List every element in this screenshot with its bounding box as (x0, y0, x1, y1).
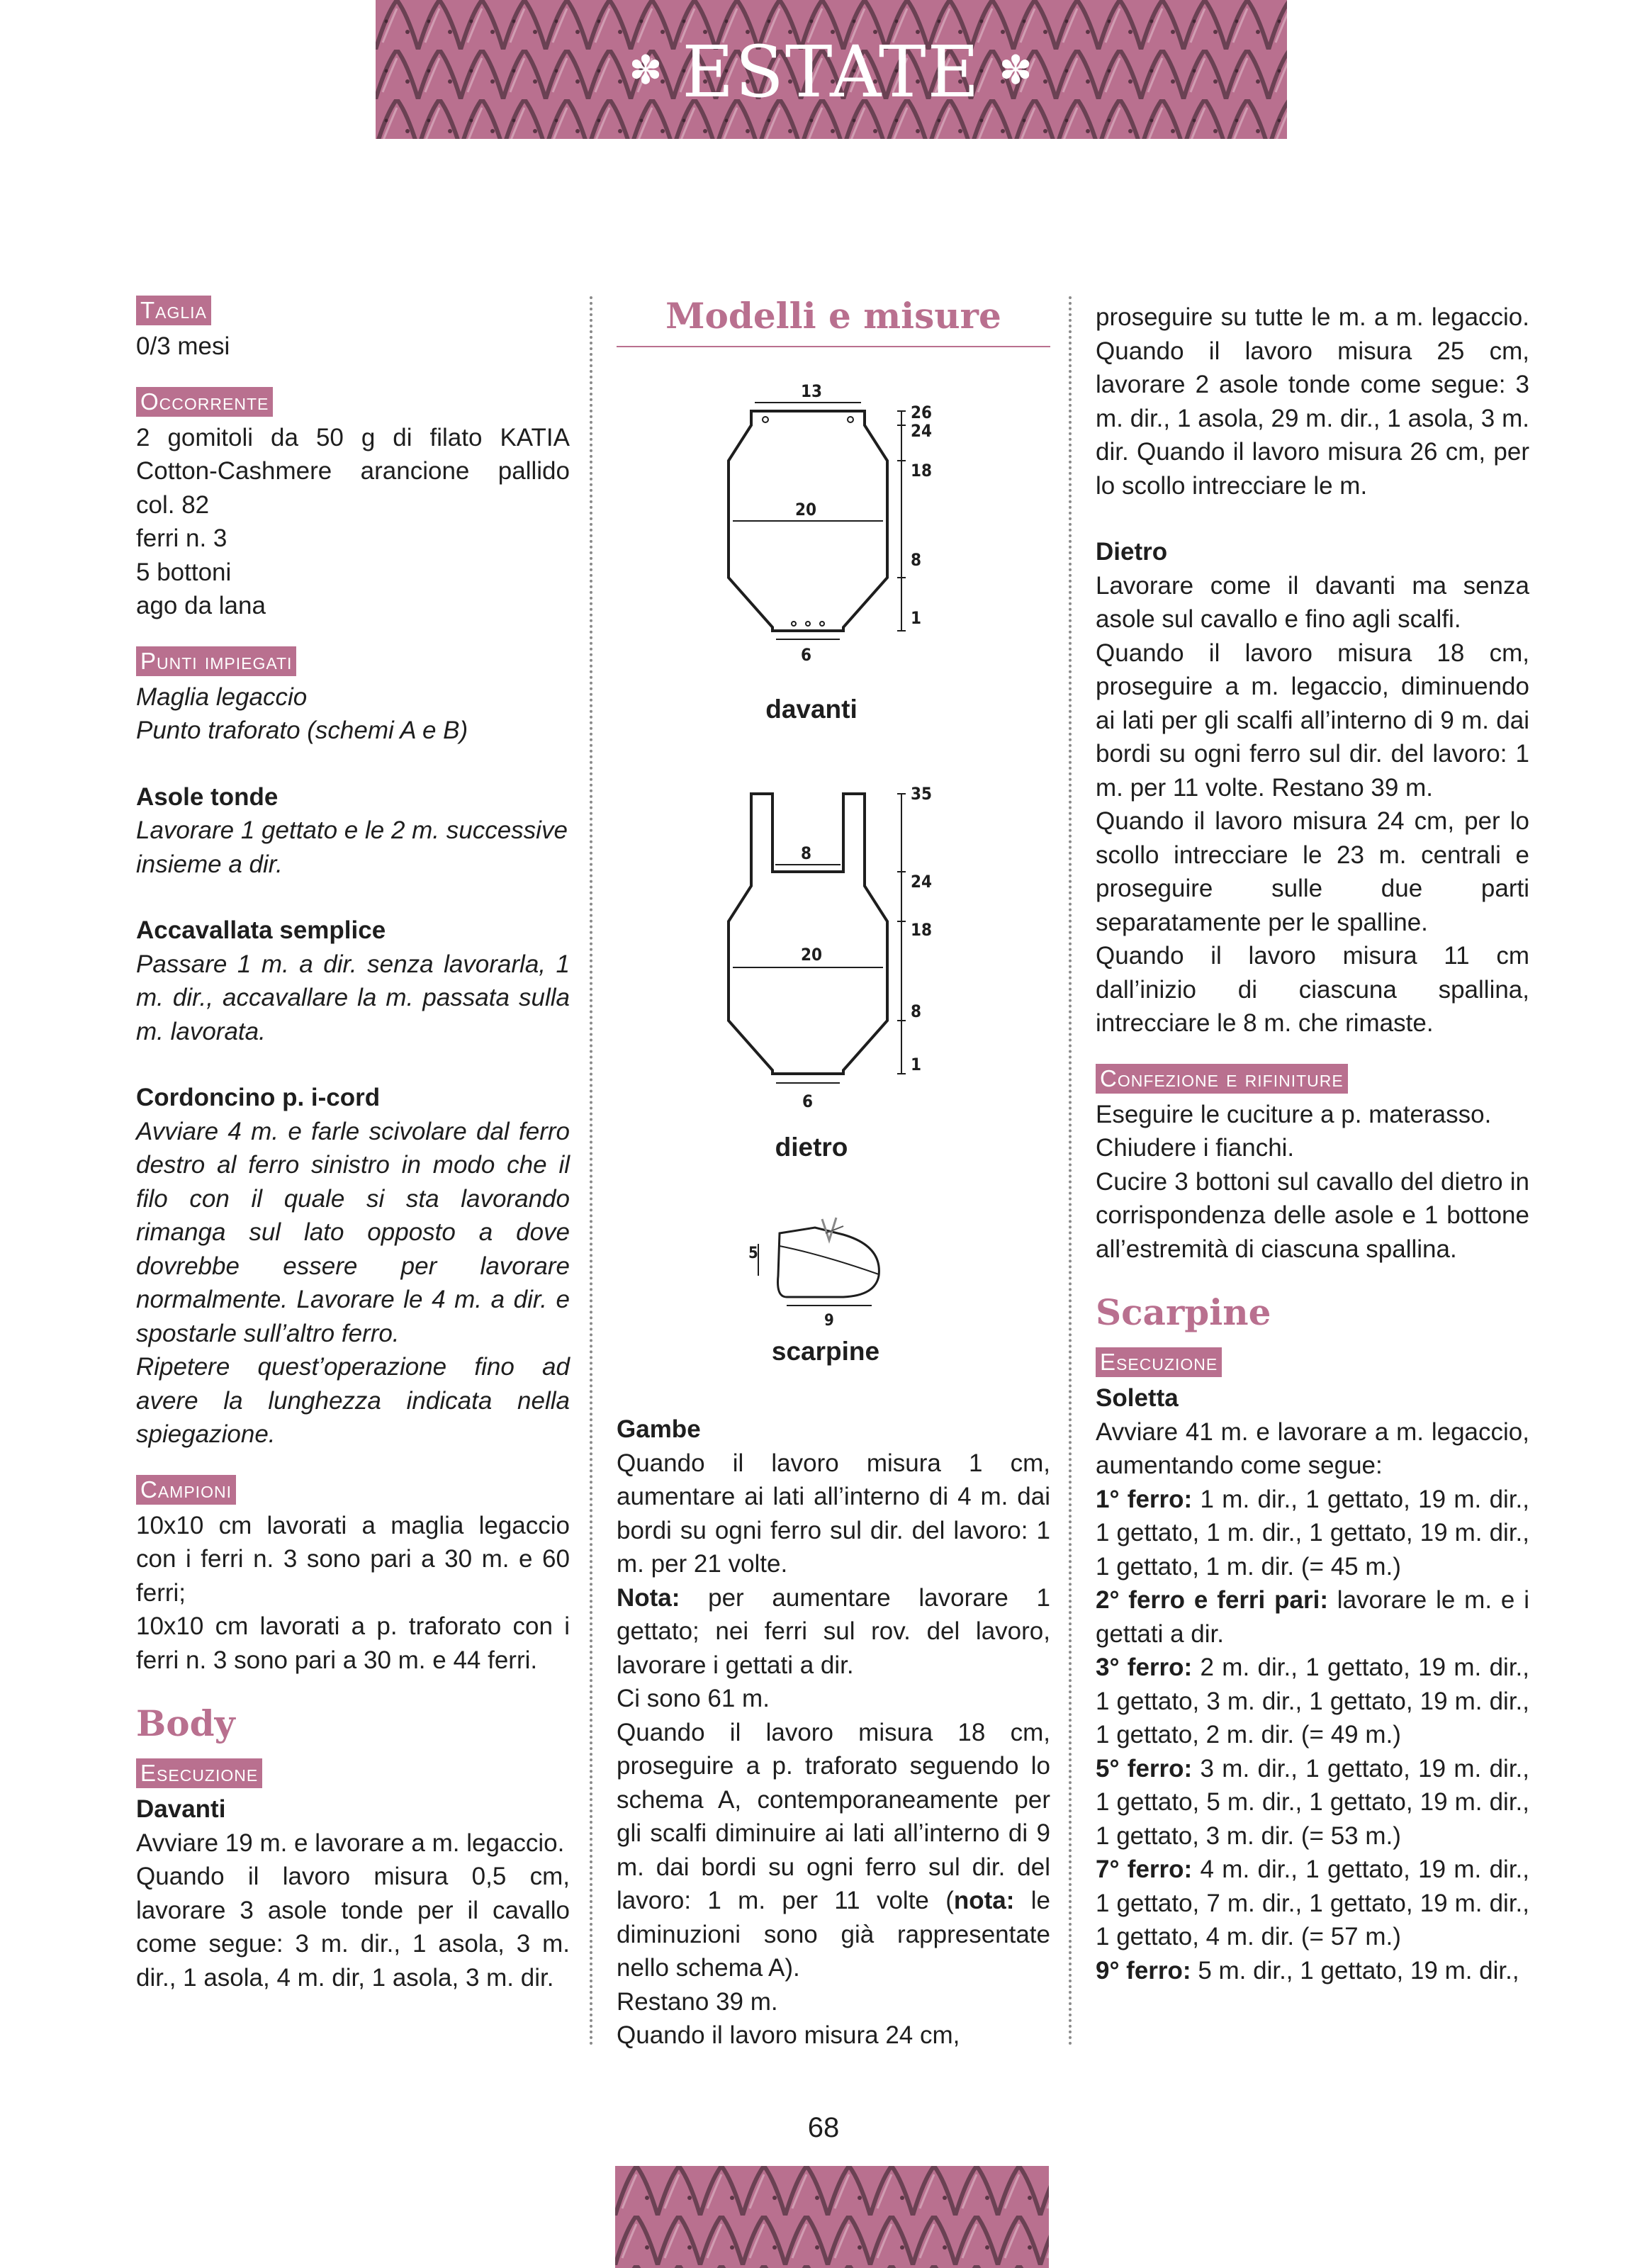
cordoncino-text: Avviare 4 m. e farle scivolare dal ferro destro al ferro sinistro in modo che il filo con il quale si sta lavorando rimanga sul lato opposto a dove dovrebbe essere per lavorare normalmente. Lavorare le 4 m. a dir. e spostarle sull’altro ferro. (136, 1117, 570, 1347)
davanti-text: Quando il lavoro misura 0,5 cm, lavorare 3 asole tonde per il cavallo come segue: 3 m. dir., 1 asola, 3 m. dir., 1 asola, 4 m. dir, 1 asola, 3 m. dir. (136, 1863, 570, 1992)
campioni-label: Campioni (136, 1475, 236, 1505)
punti-label: Punti impiegati (136, 646, 296, 676)
davanti-continued-text: proseguire su tutte le m. a m. legaccio. Quando il lavoro misura 25 cm, lavorare 2 asole tonde come segue: 3 m. dir., 1 asola, 29 m. dir., 1 asola, 3 m. dir. Quando il lavoro misura 26 cm, per lo scollo intrecciare le m. (1096, 303, 1529, 500)
gambe-title: Gambe (617, 1415, 701, 1443)
title-rule (617, 346, 1050, 347)
column-divider (590, 296, 592, 2047)
ferro-row: 1° ferro: 1 m. dir., 1 gettato, 19 m. dir., 1 gettato, 1 m. dir., 1 gettato, 19 m. dir., 1 gettato, 1 m. dir. (= 45 m.) (1096, 1485, 1529, 1581)
body-heading: Body (136, 1702, 235, 1744)
davanti-measure-20: 20 (795, 500, 817, 520)
soletta-text: Avviare 41 m. e lavorare a m. legaccio, aumentando come segue: (1096, 1418, 1529, 1479)
campioni-text: 10x10 cm lavorati a p. traforato con i ferri n. 3 sono pari a 30 m. e 44 ferri. (136, 1612, 570, 1674)
scarpine-caption: scarpine (771, 1337, 880, 1366)
column-middle (617, 291, 1050, 347)
gambe-text: Quando il lavoro misura 18 cm, proseguire a p. traforato seguendo lo schema A, contemporaneamente per gli scalfi diminuire ai lati all’interno di 9 m. dai bordi su ogni ferro sul dir. del lavoro: 1 m. per 11 volte (nota: le diminuzioni sono già rappresentate nello schema A). (617, 1718, 1051, 1982)
ferro-row: 7° ferro: 4 m. dir., 1 gettato, 19 m. dir., 1 gettato, 7 m. dir., 1 gettato, 19 m. dir., 1 gettato, 4 m. dir. (= 57 m.) (1096, 1856, 1529, 1950)
confezione-text: Cucire 3 bottoni sul cavallo del dietro in corrispondenza delle asole e 1 bottone all’estremità di ciascuna spallina. (1096, 1167, 1529, 1263)
dietro-measure-6: 6 (802, 1091, 814, 1111)
ferro-row: 2° ferro e ferri pari: lavorare le m. e i gettati a dir. (1096, 1586, 1529, 1648)
header-banner (376, 0, 1287, 139)
dietro-diagram (702, 780, 943, 1113)
gambe-text: Ci sono 61 m. (617, 1685, 770, 1712)
dietro-caption: dietro (775, 1133, 848, 1162)
knit-texture-pattern (615, 2166, 1049, 2268)
davanti-measure-24: 24 (911, 421, 933, 441)
davanti-text: Avviare 19 m. e lavorare a m. legaccio. (136, 1829, 565, 1857)
taglia-value: 0/3 mesi (136, 332, 230, 360)
davanti-measure-18: 18 (911, 461, 933, 481)
davanti-measure-1: 1 (911, 608, 922, 628)
flower-icon: ✽ (999, 47, 1034, 94)
asole-text: Lavorare 1 gettato e le 2 m. successive insieme a dir. (136, 816, 568, 878)
dietro-measure-8a: 8 (801, 843, 812, 863)
davanti-caption: davanti (765, 695, 858, 724)
scarpine-heading: Scarpine (1096, 1291, 1271, 1333)
occorrente-line: ago da lana (136, 592, 266, 619)
occorrente-line: 5 bottoni (136, 558, 232, 586)
dietro-text: Lavorare come il davanti ma senza asole sul cavallo e fino agli scalfi. (1096, 571, 1529, 633)
accavallata-title: Accavallata semplice (136, 916, 386, 944)
ferro-row: 9° ferro: 5 m. dir., 1 gettato, 19 m. dir., (1096, 1956, 1519, 1984)
confezione-text: Eseguire le cuciture a p. materasso. (1096, 1100, 1492, 1128)
dietro-measure-24: 24 (911, 872, 933, 892)
accavallata-text: Passare 1 m. a dir. senza lavorarla, 1 m. dir., accavallare la m. passata sulla m. lavorata. (136, 950, 570, 1045)
confezione-text: Chiudere i fianchi. (1096, 1134, 1295, 1162)
scarpine-measure-5: 5 (748, 1245, 758, 1262)
occorrente-label: Occorrente (136, 387, 273, 417)
taglia-label: Taglia (136, 296, 211, 325)
dietro-title: Dietro (1096, 538, 1168, 566)
davanti-measure-26: 26 (911, 403, 933, 422)
header-title: ✽ ESTATE ✽ (629, 30, 1034, 113)
ferro-row: 3° ferro: 2 m. dir., 1 gettato, 19 m. dir., 1 gettato, 3 m. dir., 1 gettato, 19 m. dir., 1 gettato, 2 m. dir. (= 49 m.) (1096, 1654, 1529, 1748)
page-number: 68 (807, 2112, 840, 2143)
dietro-measure-18: 18 (911, 920, 933, 940)
gambe-text: Restano 39 m. (617, 1987, 778, 2016)
occorrente-line: ferri n. 3 (136, 524, 227, 552)
davanti-measure-6: 6 (801, 645, 812, 665)
dietro-measure-8: 8 (911, 1001, 922, 1021)
dietro-text: Quando il lavoro misura 18 cm, proseguire a m. legaccio, diminuendo ai lati per gli scalfi all’interno di 9 m. dai bordi su ogni ferro sul dir. del lavoro: 1 m. per 11 volte. Restano 39 m. (1096, 639, 1529, 802)
flower-icon: ✽ (629, 47, 664, 94)
asole-title: Asole tonde (136, 782, 279, 811)
modelli-title: Modelli e misure (665, 295, 1001, 337)
cordoncino-title: Cordoncino p. i-cord (136, 1084, 381, 1111)
dietro-measure-35: 35 (911, 784, 933, 804)
dietro-outline (729, 794, 887, 1074)
scarpine-measure-9: 9 (824, 1312, 834, 1330)
column-divider (1069, 296, 1072, 2047)
soletta-title: Soletta (1096, 1384, 1179, 1412)
gambe-text: Quando il lavoro misura 24 cm, (617, 2021, 960, 2049)
column-left (136, 293, 570, 1994)
davanti-measure-8: 8 (911, 550, 922, 570)
nota-text: Nota: per aumentare lavorare 1 gettato; nei ferri sul rov. del lavoro, lavorare i gettati a dir. (617, 1583, 1050, 1679)
dietro-text: Quando il lavoro misura 11 cm dall’inizio di ciascuna spallina, intrecciare le 8 m. che rimaste. (1096, 942, 1529, 1037)
footer-banner (615, 2166, 1049, 2268)
gambe-text: Quando il lavoro misura 1 cm, aumentare ai lati all’interno di 4 m. dai bordi su ogni ferro sul dir. del lavoro: 1 m. per 21 volte. (617, 1449, 1050, 1578)
occorrente-line: 2 gomitoli da 50 g di filato KATIA Cotton-Cashmere arancione pallido col. 82 (136, 423, 570, 519)
esecuzione-label: Esecuzione (1096, 1347, 1222, 1377)
davanti-diagram (702, 383, 943, 666)
dietro-text: Quando il lavoro misura 24 cm, per lo scollo intrecciare le 23 m. centrali e proseguire sulle due parti separatamente per le spalline. (1096, 807, 1529, 936)
dietro-measure-20: 20 (801, 945, 823, 965)
davanti-title: Davanti (136, 1795, 226, 1823)
column-right (1096, 301, 1529, 1987)
cordoncino-text: Ripetere quest’operazione fino ad avere la lunghezza indicata nella spiegazione. (136, 1353, 570, 1448)
ferro-row: 5° ferro: 3 m. dir., 1 gettato, 19 m. dir., 1 gettato, 5 m. dir., 1 gettato, 19 m. dir., 1 gettato, 3 m. dir. (= 53 m.) (1096, 1754, 1529, 1850)
esecuzione-label: Esecuzione (136, 1758, 262, 1788)
gambe-section (617, 1413, 1050, 2053)
dietro-measure-1: 1 (911, 1055, 922, 1074)
punti-line: Punto traforato (schemi A e B) (136, 717, 468, 744)
davanti-measure-13: 13 (801, 383, 823, 401)
scarpine-diagram (737, 1191, 893, 1332)
confezione-label: Confezione e rifiniture (1096, 1064, 1348, 1094)
punti-line: Maglia legaccio (136, 683, 308, 711)
campioni-text: 10x10 cm lavorati a maglia legaccio con i ferri n. 3 sono pari a 30 m. e 60 ferri; (136, 1511, 570, 1607)
